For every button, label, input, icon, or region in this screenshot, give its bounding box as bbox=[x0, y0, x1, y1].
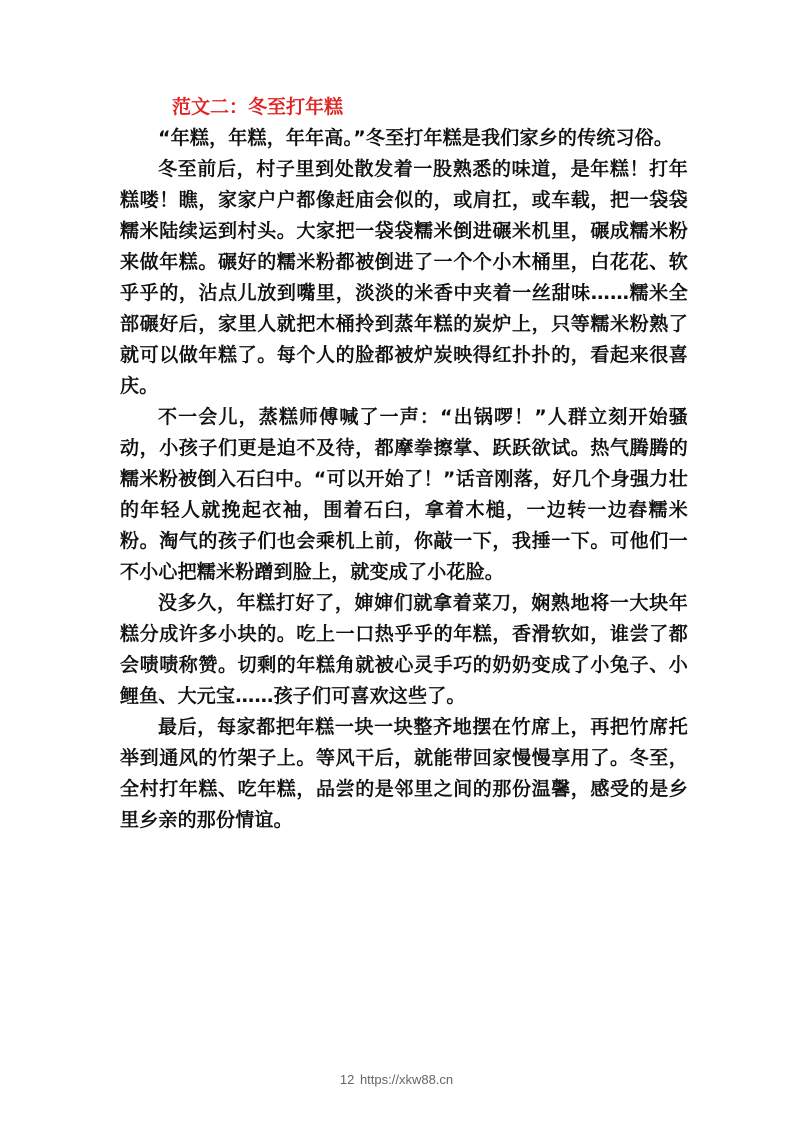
article-body bbox=[120, 92, 688, 836]
paragraph: 最后，每家都把年糕一块一块整齐地摆在竹席上，再把竹席托举到通风的竹架子上。等风干后，就能带回家慢慢享用了。冬至，全村打年糕、吃年糕，品尝的是邻里之间的那份温馨，感受的是乡里乡亲的那份情谊。 bbox=[120, 716, 688, 831]
article-title: 范文二：冬至打年糕 bbox=[172, 96, 344, 118]
page-footer bbox=[0, 1071, 793, 1089]
footer-url[interactable]: https://xkw88.cn bbox=[359, 1072, 454, 1087]
paragraph: 没多久，年糕打好了，婶婶们就拿着菜刀，娴熟地将一大块年糕分成许多小块的。吃上一口热乎乎的年糕，香滑软如，谁尝了都会啧啧称赞。切剩的年糕角就被心灵手巧的奶奶变成了小兔子、小鲤鱼、大元宝……孩子们可喜欢这些了。 bbox=[120, 592, 688, 707]
paragraph: “年糕，年糕，年年高。”冬至打年糕是我们家乡的传统习俗。 bbox=[158, 127, 674, 149]
page-number: 12 bbox=[339, 1072, 355, 1087]
paragraph: 不一会儿，蒸糕师傅喊了一声：“出锅啰！”人群立刻开始骚动，小孩子们更是迫不及待，都摩拳擦掌、跃跃欲试。热气腾腾的糯米粉被倒入石臼中。“可以开始了！”话音刚落，好几个身强力壮的年轻人就挽起衣袖，围着石臼，拿着木槌，一边转一边舂糯米粉。淘气的孩子们也会乘机上前，你敲一下，我捶一下。可他们一不小心把糯米粉蹭到脸上，就变成了小花脸。 bbox=[120, 406, 688, 583]
paragraph: 冬至前后，村子里到处散发着一股熟悉的味道，是年糕！打年糕喽！瞧，家家户户都像赶庙会似的，或肩扛，或车载，把一袋袋糯米陆续运到村头。大家把一袋袋糯米倒进碾米机里，碾成糯米粉来做年糕。碾好的糯米粉都被倒进了一个个小木桶里，白花花、软乎乎的，沾点儿放到嘴里，淡淡的米香中夹着一丝甜味……糯米全部碾好后，家里人就把木桶拎到蒸年糕的炭炉上，只等糯米粉熟了就可以做年糕了。每个人的脸都被炉炭映得红扑扑的，看起来很喜庆。 bbox=[120, 158, 688, 397]
